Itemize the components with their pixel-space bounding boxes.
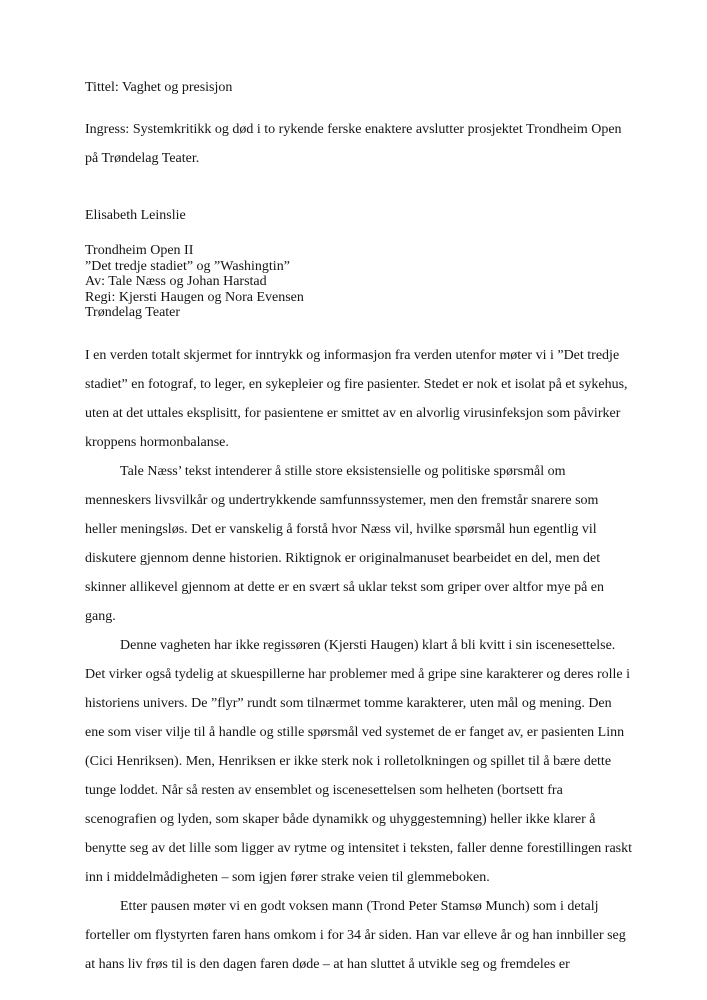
body-paragraph-1: I en verden totalt skjermet for inntrykk og informasjon fra verden utenfor møter vi i ”Det tredje stadiet” en fotograf, to leger, en sykepleier og fire pasienter. Stedet er nok et isolat på et sykehus, uten at det uttales eksplisitt, for pasientene er smittet av en alvorlig virusinfeksjon som påvirker kroppens hormonbalanse.	[85, 347, 628, 450]
credit-directors: Regi: Kjersti Haugen og Nora Evensen	[85, 289, 304, 305]
credit-production-title: Trondheim Open II	[85, 243, 194, 258]
credit-venue: Trøndelag Teater	[85, 305, 181, 320]
body-paragraph-4: Etter pausen møter vi en godt voksen mann (Trond Peter Stamsø Munch) som i detalj forteller om flystyrten faren hans omkom i for 34 år siden. Han var elleve år og han innbiller seg at hans liv frøs til is den dagen faren døde – at han sluttet å utvikle seg og fremdeles er	[85, 898, 626, 972]
credits-block	[85, 243, 632, 321]
body-paragraph-2: Tale Næss’ tekst intenderer å stille store eksistensielle og politiske spørsmål om menneskers livsvilkår og undertrykkende samfunnssystemer, men den fremstår snarere som heller meningsløs. Det er vanskelig å forstå hvor Næss vil, hvilke spørsmål hun egentlig vil diskutere gjennom denne historien. Riktignok er originalmanuset bearbeidet en del, men det skinner allikevel gjennom at dette er en svært så uklar tekst som griper over altfor mye på en gang.	[85, 463, 605, 624]
credit-play-titles: ”Det tredje stadiet” og ”Washingtin”	[85, 258, 290, 274]
document-title-line: Tittel: Vaghet og presisjon	[85, 80, 233, 95]
document-ingress: Ingress: Systemkritikk og død i to rykende ferske enaktere avslutter prosjektet Trondheim Open på Trøndelag Teater.	[85, 122, 622, 166]
credit-playwrights: Av: Tale Næss og Johan Harstad	[85, 274, 267, 289]
body-paragraph-3: Denne vagheten har ikke regissøren (Kjersti Haugen) klart å bli kvitt i sin iscenesettelse. Det virker også tydelig at skuespillerne har problemer med å gripe sine karakterer og deres rolle i historiens univers. De ”flyr” rundt som tilnærmet tomme karakterer, uten mål og mening. Den ene som viser vilje til å handle og stille spørsmål ved systemet de er fanget av, er pasienten Linn (Cici Henriksen). Men, Henriksen er ikke sterk nok i rolletolkningen og spillet til å bære dette tunge loddet. Når så resten av ensemblet og iscenesettelsen som helheten (bortsett fra scenografien og lyden, som skaper både dynamikk og uhyggestemning) heller ikke klarer å benytte seg av det lille som ligger av rytme og intensitet i teksten, faller denne forestillingen raskt inn i middelmådigheten – som igjen fører strake veien til glemmeboken.	[85, 637, 633, 885]
author-byline: Elisabeth Leinslie	[85, 208, 186, 223]
